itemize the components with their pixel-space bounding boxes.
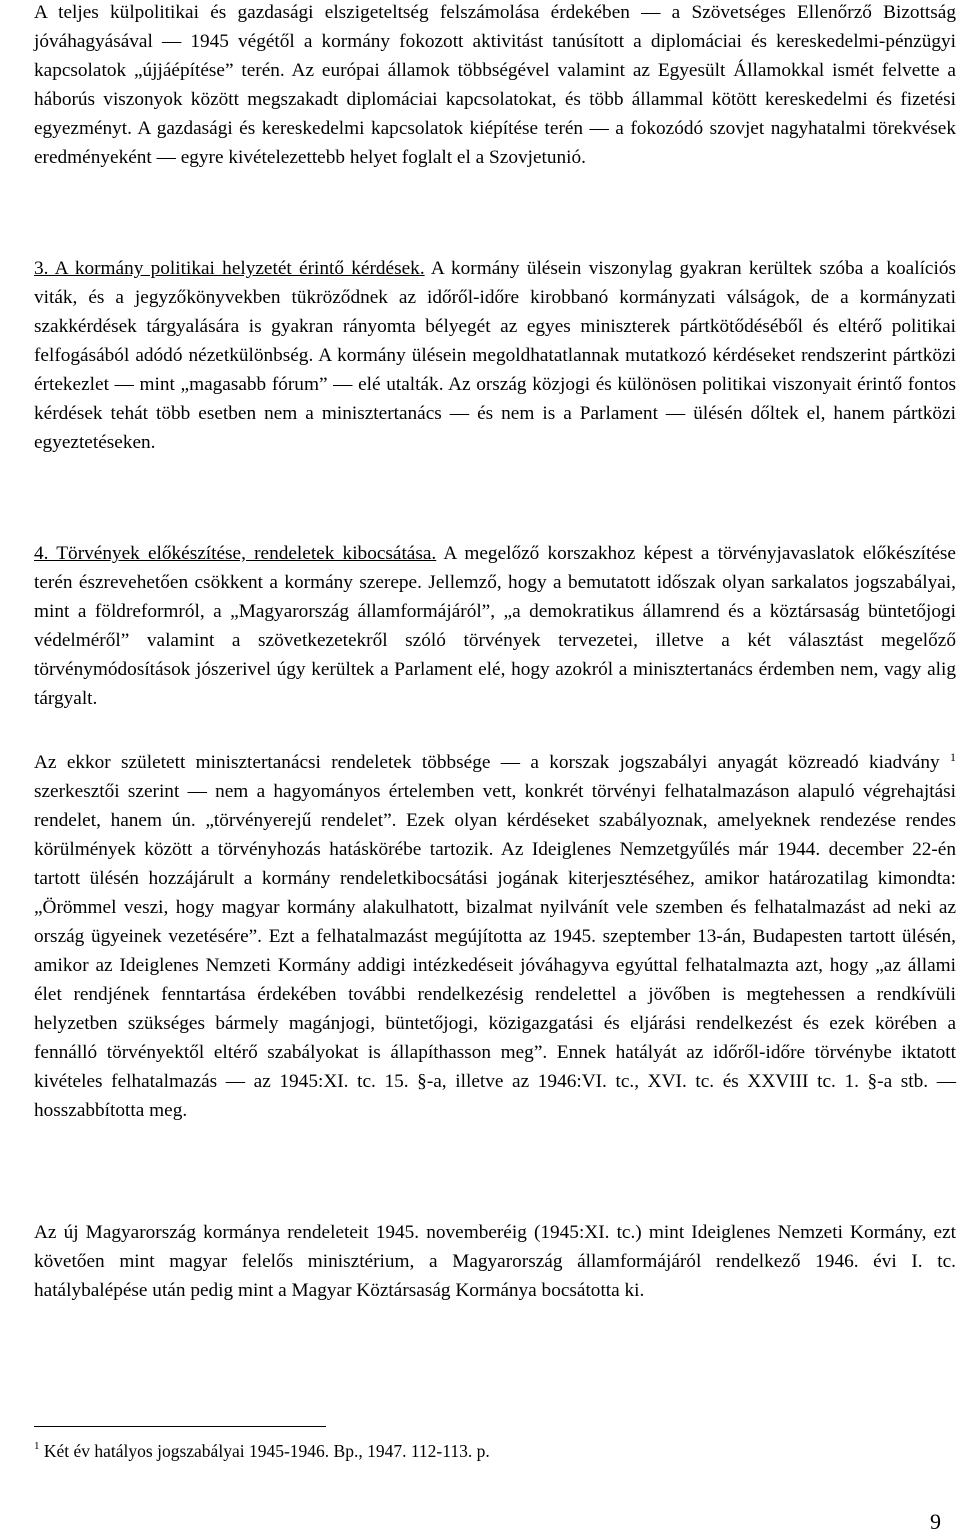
paragraph-text: Az új Magyarország kormánya rendeleteit 1945. novemberéig (1945:XI. tc.) mint Ideiglenes Nemzeti Kormány, ezt követően mint magyar felelős minisztérium, a Magyarország államformájáról rendelkező 1946. évi I. tc. hatálybalépése után pedig mint a Magyar Köztársaság Kormánya bocsátotta ki.	[34, 1222, 956, 1301]
paragraph-foreign-relations	[34, 0, 956, 172]
paragraph-government-names	[34, 1218, 956, 1305]
footnote-text: Két év hatályos jogszabályai 1945-1946. Bp., 1947. 112-113. p.	[39, 1441, 490, 1461]
section-3-paragraph	[34, 254, 956, 457]
paragraph-text-after-ref: szerkesztői szerint — nem a hagyományos értelemben vett, konkrét törvényi felhatalmazáson alapuló végrehajtási rendelet, hanem ún. „törvényerejű rendelet”. Ezek olyan kérdéseket szabályoznak, amelyeknek rendezése rendes körülmények között a törvényhozás hatáskörébe tartozik. Az Ideiglenes Nemzetgyűlés már 1944. december 22-én tartott ülésén hozzájárult a kormány rendeletkibocsátási jogának kiterjesztéséhez, amikor határozatilag kimondta: „Örömmel veszi, hogy magyar kormány alakulhatott, bizalmat nyilvánít vele szemben és felhatalmazást ad neki az ország ügyeinek vezetésére”. Ezt a felhatalmazást megújította az 1945. szeptember 13-án, Budapesten tartott ülésén, amikor az Ideiglenes Nemzeti Kormány addigi intézkedéseit jóváhagyva egyúttal felhatalmazta azt, hogy „az állami élet rendjének fenntartása érdekében további rendelkezésig rendelettel a jövőben is megtehessen a rendkívüli helyzetben szükséges bármely magánjogi, büntetőjogi, közigazgatási és eljárási rendelkezést és ezek körében a fennálló törvényektől eltérő szabályokat is állapíthasson meg”. Ennek hatályát az időről-időre törvénybe iktatott kivételes felhatalmazás — az 1945:XI. tc. 15. §-a, illetve az 1946:VI. tc., XVI. tc. és XXVIII tc. 1. §-a stb. — hosszabbította meg.	[34, 781, 956, 1121]
section-4-heading: 4. Törvények előkészítése, rendeletek kibocsátása.	[34, 543, 437, 564]
paragraph-text: A teljes külpolitikai és gazdasági elszigeteltség felszámolása érdekében — a Szövetséges Ellenőrző Bizottság jóváhagyásával — 1945 végétől a kormány fokozott aktivitást tanúsított a diplomáciai és kereskedelmi-pénzügyi kapcsolatok „újjáépítése” terén. Az európai államok többségével valamint az Egyesült Államokkal ismét felvette a háborús viszonyok között megszakadt diplomáciai kapcsolatokat, és több állammal kötött kereskedelmi és fizetési egyezményt. A gazdasági és kereskedelmi kapcsolatok kiépítése terén — a fokozódó szovjet nagyhatalmi törekvések eredményeként — egyre kivételezettebb helyet foglalt el a Szovjetunió.	[34, 2, 956, 168]
section-3-heading: 3. A kormány politikai helyzetét érintő kérdések.	[34, 258, 425, 279]
footnote-separator	[34, 1426, 326, 1427]
section-4-paragraph	[34, 539, 956, 713]
footnote	[34, 1440, 490, 1462]
paragraph-decrees	[34, 748, 956, 1125]
paragraph-text: A megelőző korszakhoz képest a törvényjavaslatok előkészítése terén észrevehetően csökkent a kormány szerepe. Jellemző, hogy a bemutatott időszak olyan sarkalatos jogszabályai, mint a földreformról, a „Magyarország államformájáról”, „a demokratikus államrend és a köztársaság büntetőjogi védelméről” valamint a szövetkezetekről szóló törvények tervezetei, illetve a két választást megelőző törvénymódosítások jószerivel úgy kerültek a Parlament elé, hogy azokról a minisztertanács érdemben nem, vagy alig tárgyalt.	[34, 543, 956, 709]
paragraph-text-before-ref: Az ekkor született minisztertanácsi rendeletek többsége — a korszak jogszabályi anyagát közreadó kiadvány	[34, 752, 940, 773]
paragraph-text: A kormány ülésein viszonylag gyakran kerültek szóba a koalíciós viták, és a jegyzőkönyvekben tükröződnek az időről-időre kirobbanó kormányzati válságok, de a kormányzati szakkérdések tárgyalására is gyakran rányomta bélyegét az egyes miniszterek pártkötődéséből és eltérő politikai felfogásából adódó nézetkülönbség. A kormány ülésein megoldhatatlannak mutatkozó kérdéseket rendszerint pártközi értekezlet — mint „magasabb fórum” — elé utalták. Az ország közjogi és különösen politikai viszonyait érintő fontos kérdések tehát több esetben nem a minisztertanács — és nem is a Parlament — ülésén dőltek el, hanem pártközi egyeztetéseken.	[34, 258, 956, 453]
footnote-number: 1	[34, 1440, 40, 1452]
footnote-reference[interactable]: 1	[950, 750, 956, 764]
page-number: 9	[930, 1509, 941, 1534]
